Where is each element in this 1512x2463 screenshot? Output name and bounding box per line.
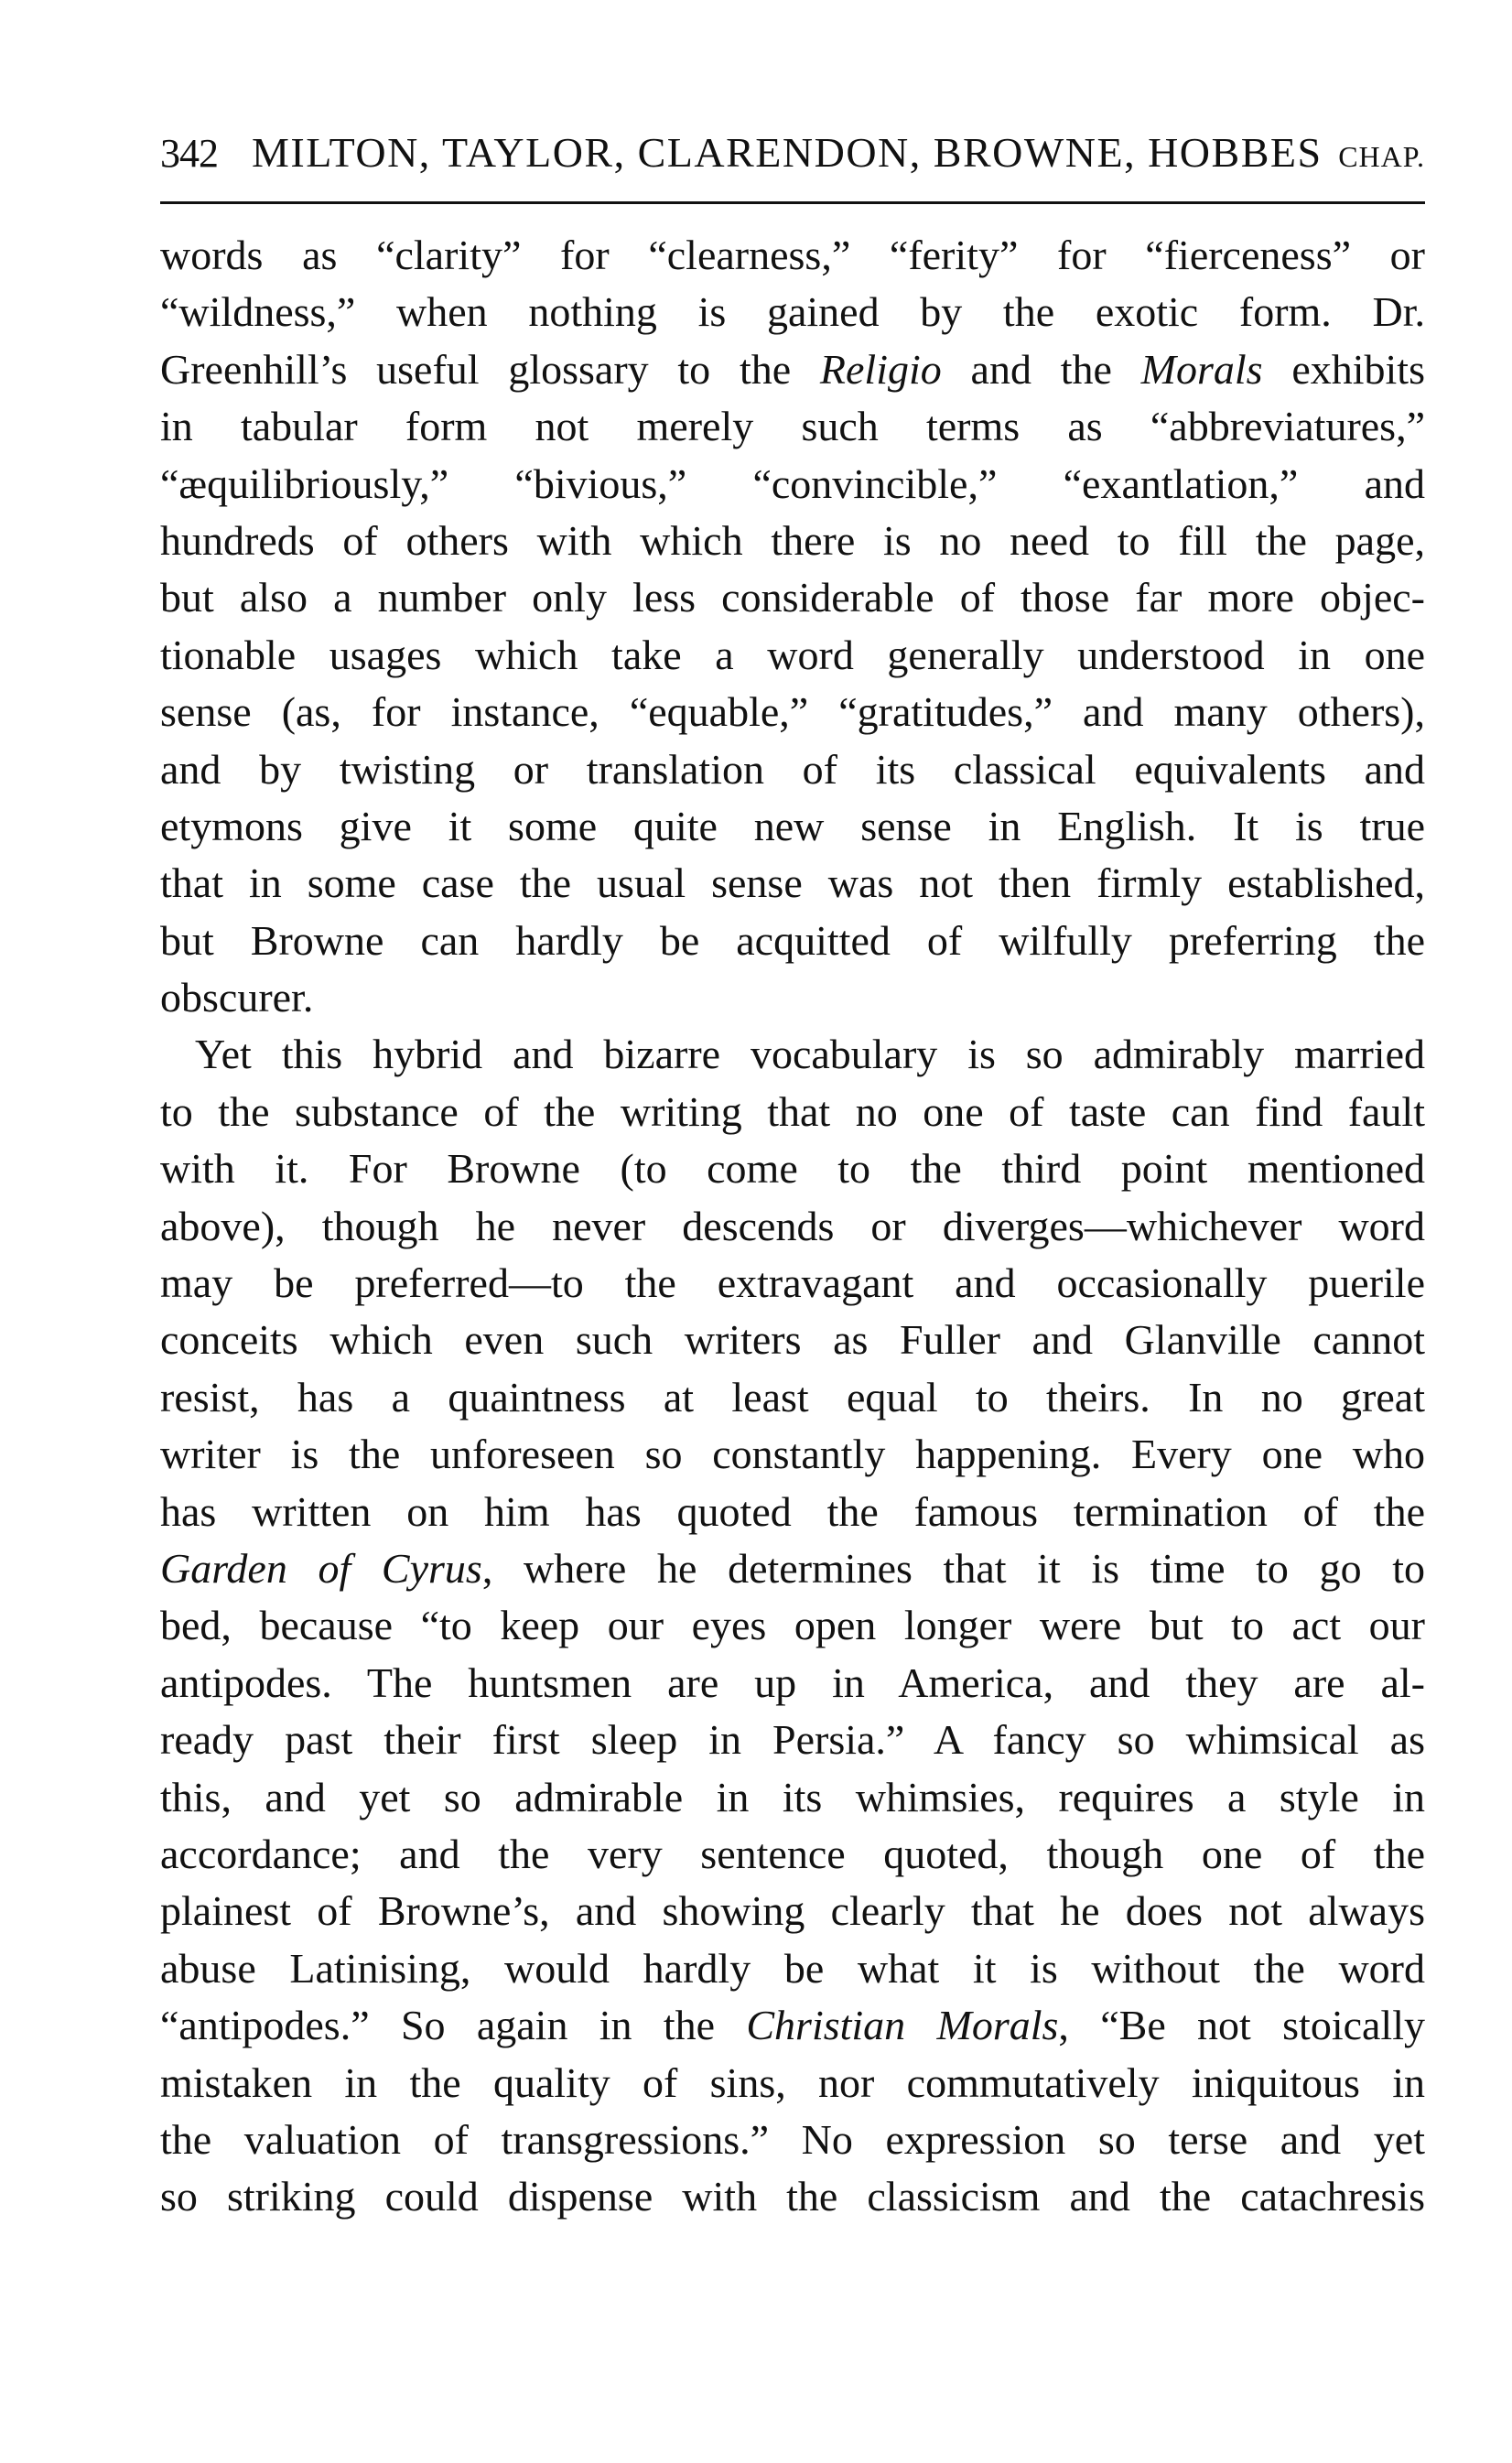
page-number: 342 <box>160 131 218 176</box>
text-line: tionable usages which take a word generally understood in one <box>160 631 1425 678</box>
text-line: bed, because “to keep our eyes open longer were but to act our <box>160 1602 1425 1649</box>
text-run: , where he determines that it is time to go to <box>481 1544 1426 1592</box>
text-run: and the <box>941 345 1141 393</box>
text-run: exhibits <box>1262 345 1425 393</box>
text-line <box>160 1997 1425 2054</box>
text-line: in tabular form not merely such terms as “abbreviatures,” <box>160 403 1425 450</box>
italic-title: Morals <box>1140 345 1263 393</box>
italic-title: Religio <box>819 345 942 393</box>
text-line: sense (as, for instance, “equable,” “gratitudes,” and many others), <box>160 688 1425 736</box>
text-line: words as “clarity” for “clearness,” “ferity” for “fierceness” or <box>160 232 1425 278</box>
text-run: Greenhill’s useful glossary to the <box>160 345 820 393</box>
text-line: and by twisting or translation of its classical equivalents and <box>160 745 1425 793</box>
text-line: with it. For Browne (to come to the third point mentioned <box>160 1145 1425 1193</box>
text-line: above), though he never descends or diverges—whichever word <box>160 1202 1425 1249</box>
text-line: conceits which even such writers as Fuller and Glanville cannot <box>160 1316 1425 1364</box>
text-run: “antipodes.” So again in the <box>160 2002 747 2049</box>
text-line: obscurer. <box>160 974 314 1021</box>
text-line: etymons give it some quite new sense in English. It is true <box>160 802 1425 849</box>
text-line: may be preferred—to the extravagant and occasionally puerile <box>160 1259 1425 1307</box>
text-line: so striking could dispense with the classicism and the catachresis <box>160 2173 1425 2220</box>
text-line: mistaken in the quality of sins, nor commutatively iniquitous in <box>160 2058 1425 2106</box>
text-run: , “Be not stoically <box>1058 2002 1425 2049</box>
text-line: the valuation of transgressions.” No expression so terse and yet <box>160 2115 1425 2163</box>
body-text <box>160 227 1425 2226</box>
text-line: “æquilibriously,” “bivious,” “convincible,” “exantlation,” and <box>160 459 1425 507</box>
running-title: MILTON, TAYLOR, CLARENDON, BROWNE, HOBBES <box>252 129 1323 176</box>
text-line <box>160 1540 1425 1597</box>
text-line: but Browne can hardly be acquitted of wilfully preferring the <box>160 916 1425 964</box>
text-line: that in some case the usual sense was not then firmly established, <box>160 859 1425 907</box>
text-line <box>160 341 1425 398</box>
chapter-label: CHAP. <box>1338 140 1425 173</box>
header-rule <box>160 201 1425 204</box>
text-line: “wildness,” when nothing is gained by the exotic form. Dr. <box>160 288 1425 336</box>
text-line: but also a number only less considerable of those far more objec- <box>160 574 1425 621</box>
text-line: has written on him has quoted the famous termination of the <box>160 1487 1425 1535</box>
italic-title: Christian Morals <box>746 2002 1059 2049</box>
text-line: this, and yet so admirable in its whimsies, requires a style in <box>160 1773 1425 1820</box>
italic-title: Garden of Cyrus <box>160 1544 482 1592</box>
text-line: Yet this hybrid and bizarre vocabulary is so admirably married <box>195 1031 1425 1078</box>
text-line: hundreds of others with which there is no need to fill the page, <box>160 516 1425 564</box>
text-line: antipodes. The huntsmen are up in America, and they are al- <box>160 1658 1425 1706</box>
text-line: abuse Latinising, would hardly be what it is without the word <box>160 1944 1425 1992</box>
text-line: to the substance of the writing that no one of taste can find fault <box>160 1087 1425 1135</box>
text-line: accordance; and the very sentence quoted, though one of the <box>160 1830 1425 1877</box>
running-header <box>160 128 1425 179</box>
text-line: ready past their first sleep in Persia.” A fancy so whimsical as <box>160 1716 1425 1764</box>
text-line: writer is the unforeseen so constantly happening. Every one who <box>160 1431 1425 1478</box>
text-line: plainest of Browne’s, and showing clearly that he does not always <box>160 1887 1425 1935</box>
text-line: resist, has a quaintness at least equal to theirs. In no great <box>160 1373 1425 1421</box>
